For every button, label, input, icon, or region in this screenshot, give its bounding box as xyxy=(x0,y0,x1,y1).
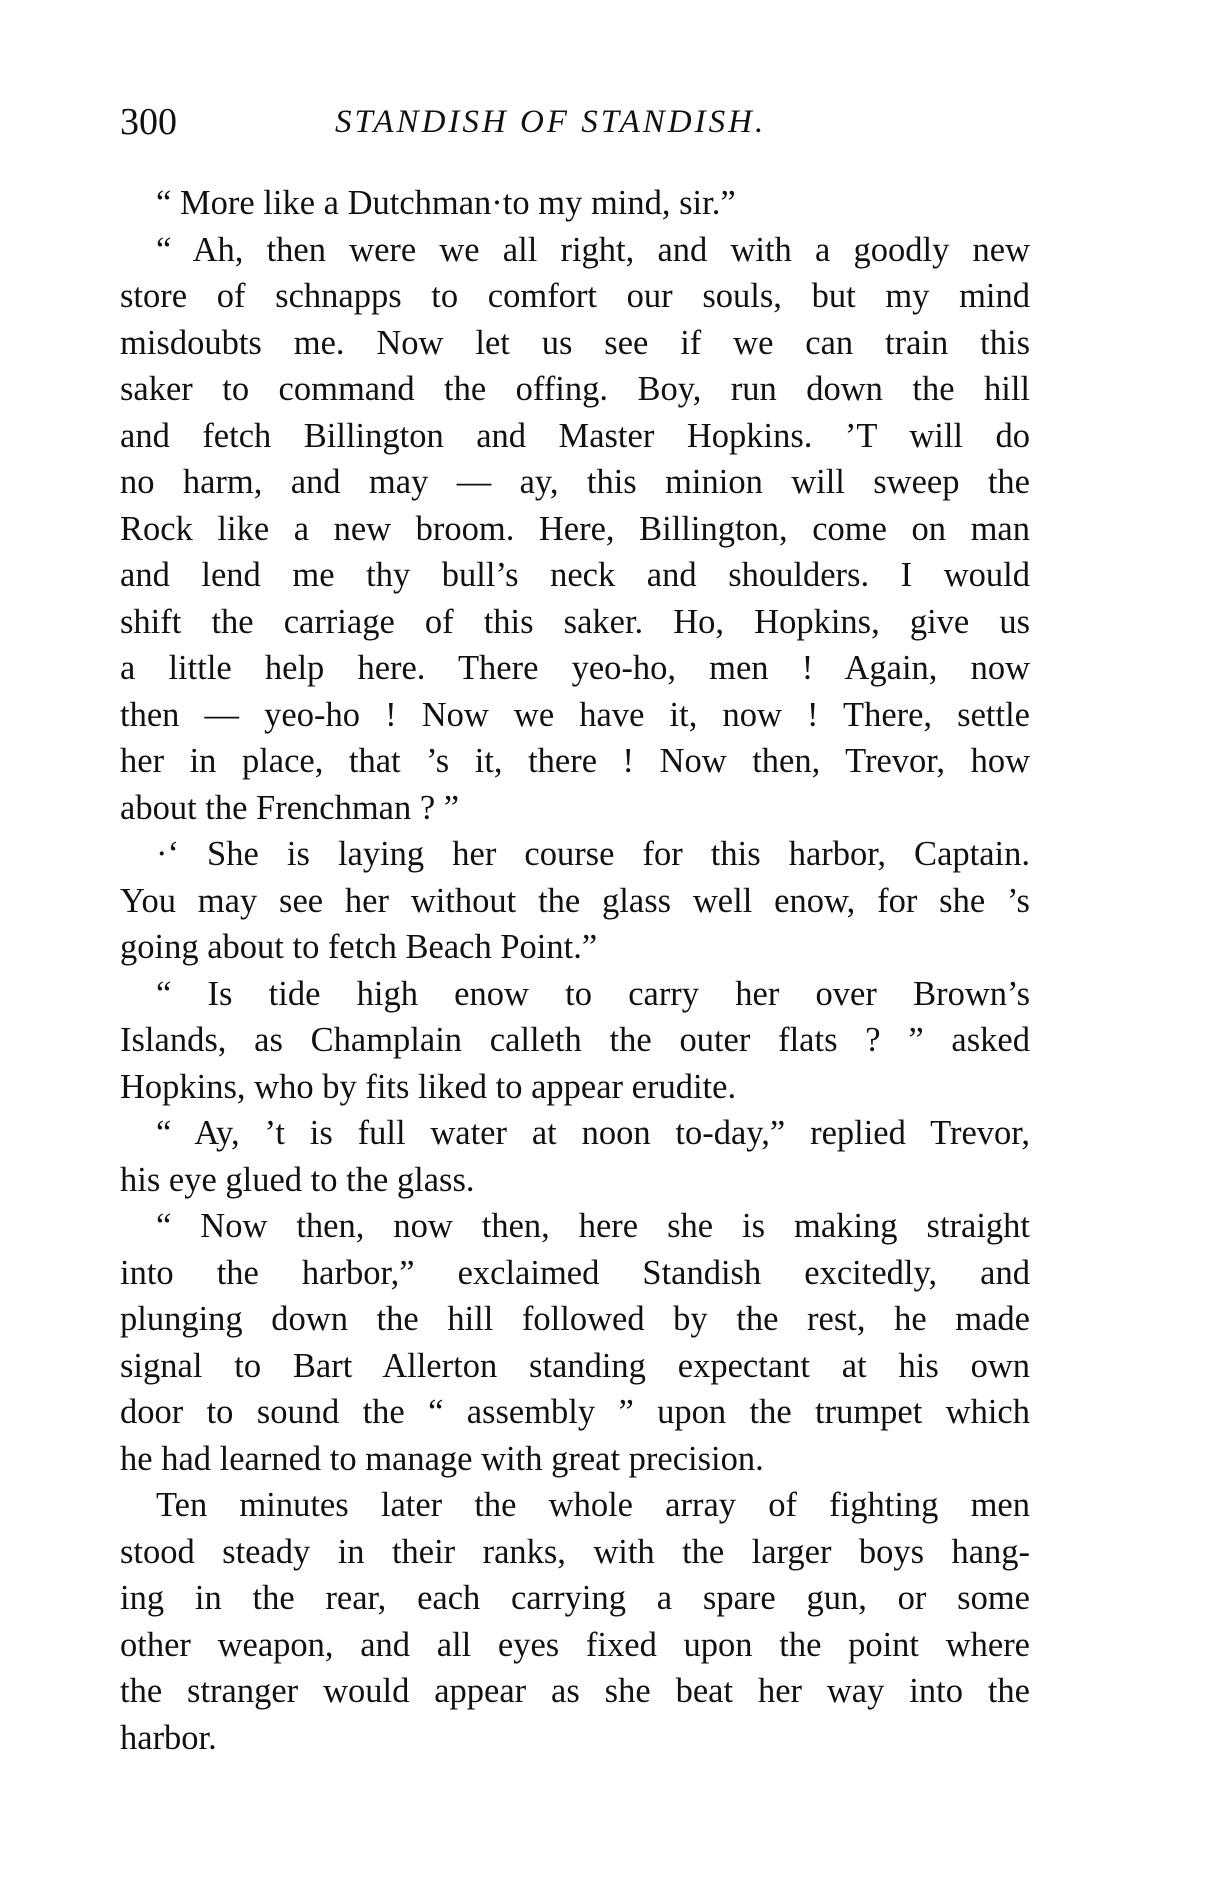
text-line: door to sound the “ assembly ” upon the trumpet which xyxy=(120,1393,1030,1431)
text-line: ing in the rear, each carrying a spare gun, or some xyxy=(120,1579,1030,1617)
text-line: signal to Bart Allerton standing expectant at his own xyxy=(120,1346,1030,1385)
text-line: shift the carriage of this saker. Ho, Hopkins, give us xyxy=(120,602,1030,641)
text-line: a little help here. There yeo-ho, men ! Again, now xyxy=(120,649,1030,687)
text-line: “ More like a Dutchman·to my mind, sir.” xyxy=(156,184,736,222)
text-line: Rock like a new broom. Here, Billington, come on man xyxy=(120,509,1030,548)
text-line: misdoubts me. Now let us see if we can train this xyxy=(120,323,1030,362)
running-title: STANDISH OF STANDISH. xyxy=(335,104,767,140)
text-line: the stranger would appear as she beat her way into the xyxy=(120,1672,1030,1710)
text-line: into the harbor,” exclaimed Standish excitedly, and xyxy=(120,1253,1030,1292)
text-line: store of schnapps to comfort our souls, but my mind xyxy=(120,277,1030,315)
text-line: going about to fetch Beach Point.” xyxy=(120,928,598,966)
text-line: he had learned to manage with great precision. xyxy=(120,1439,764,1478)
text-line: You may see her without the glass well enow, for she ’s xyxy=(120,881,1030,920)
text-line: harbor. xyxy=(120,1718,217,1757)
text-line: then — yeo-ho ! Now we have it, now ! There, settle xyxy=(120,695,1030,734)
text-line: “ Now then, now then, here she is making straight xyxy=(156,1207,1030,1245)
text-line: ·‘ She is laying her course for this harbor, Captain. xyxy=(156,835,1030,873)
text-line: Ten minutes later the whole array of fighting men xyxy=(156,1486,1030,1524)
text-line: his eye glued to the glass. xyxy=(120,1160,475,1199)
page-header xyxy=(120,92,1030,152)
body-text xyxy=(120,180,1030,1761)
text-line: and fetch Billington and Master Hopkins. ’T will do xyxy=(120,416,1030,455)
text-line: about the Frenchman ? ” xyxy=(120,788,460,827)
text-line: “ Ah, then were we all right, and with a goodly new xyxy=(156,230,1030,269)
text-line: “ Ay, ’t is full water at noon to-day,” replied Trevor, xyxy=(156,1114,1030,1152)
text-line: Hopkins, who by fits liked to appear erudite. xyxy=(120,1067,737,1106)
text-line: and lend me thy bull’s neck and shoulders. I would xyxy=(120,556,1030,594)
text-line: “ Is tide high enow to carry her over Brown’s xyxy=(156,974,1030,1013)
text-line: other weapon, and all eyes fixed upon the point where xyxy=(120,1625,1030,1664)
text-line: Islands, as Champlain calleth the outer flats ? ” asked xyxy=(120,1021,1030,1059)
text-line: no harm, and may — ay, this minion will sweep the xyxy=(120,463,1030,501)
text-line: her in place, that ’s it, there ! Now then, Trevor, how xyxy=(120,742,1030,780)
text-line: saker to command the offing. Boy, run down the hill xyxy=(120,370,1030,408)
page-number: 300 xyxy=(120,101,177,143)
text-line: stood steady in their ranks, with the larger boys hang- xyxy=(120,1532,1030,1571)
text-line: plunging down the hill followed by the rest, he made xyxy=(120,1300,1030,1338)
